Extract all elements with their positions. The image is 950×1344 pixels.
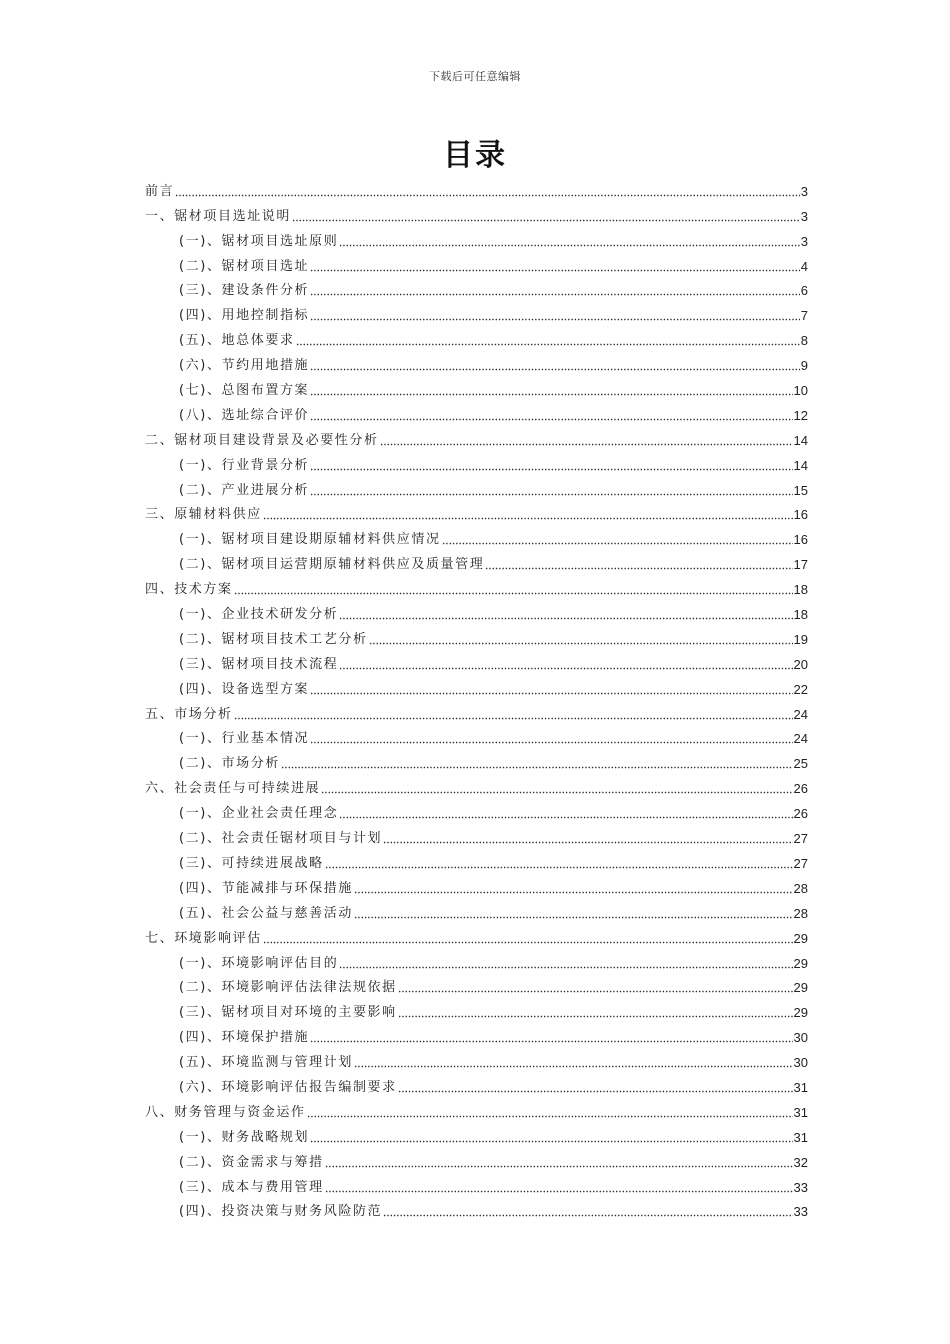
toc-subsection-entry[interactable] — [145, 1196, 808, 1221]
toc-page-number: 30 — [793, 1030, 808, 1046]
toc-subsection-entry[interactable] — [145, 299, 808, 324]
toc-subsection-entry[interactable] — [145, 747, 808, 772]
dot-leader — [354, 1065, 793, 1068]
toc-section-entry[interactable] — [145, 573, 808, 598]
toc-entry-title: (二)、产业进展分析 — [179, 482, 310, 498]
toc-subsection-entry[interactable] — [145, 897, 808, 922]
toc-entry-title: 二、锯材项目建设背景及必要性分析 — [145, 432, 379, 448]
dot-leader — [175, 194, 800, 197]
dot-leader — [339, 816, 792, 819]
toc-page-number: 4 — [800, 258, 808, 274]
toc-subsection-entry[interactable] — [145, 523, 808, 548]
toc-entry-title: (二)、市场分析 — [179, 756, 280, 772]
toc-entry-title: (二)、锯材项目技术工艺分析 — [179, 631, 368, 647]
toc-page-number: 20 — [793, 656, 808, 672]
dot-leader — [383, 1214, 792, 1217]
toc-section-entry[interactable] — [145, 499, 808, 524]
toc-entry-title: (六)、环境影响评估报告编制要求 — [179, 1079, 397, 1095]
dot-leader — [442, 542, 793, 545]
toc-page-number: 19 — [793, 631, 808, 647]
toc-entry-title: (八)、选址综合评价 — [179, 407, 310, 423]
toc-subsection-entry[interactable] — [145, 947, 808, 972]
toc-page-number: 10 — [793, 383, 808, 399]
dot-leader — [263, 517, 793, 520]
dot-leader — [354, 916, 793, 919]
toc-page-number: 24 — [793, 731, 808, 747]
toc-page-number: 25 — [793, 756, 808, 772]
dot-leader — [310, 1040, 792, 1043]
toc-page-number: 18 — [793, 582, 808, 598]
toc-entry-title: (二)、锯材项目选址 — [179, 258, 310, 274]
dot-leader — [292, 219, 800, 222]
dot-leader — [234, 592, 793, 595]
toc-entry-title: (五)、环境监测与管理计划 — [179, 1055, 353, 1071]
dot-leader — [310, 1140, 792, 1143]
dot-leader — [296, 343, 800, 346]
toc-section-entry[interactable] — [145, 772, 808, 797]
toc-page-number: 29 — [793, 980, 808, 996]
toc-page-number: 29 — [793, 955, 808, 971]
toc-subsection-entry[interactable] — [145, 1021, 808, 1046]
dot-leader — [310, 318, 800, 321]
toc-page-number: 9 — [800, 358, 808, 374]
toc-page-number: 3 — [800, 233, 808, 249]
table-of-contents — [145, 175, 808, 1220]
toc-entry-title: (一)、企业技术研发分析 — [179, 607, 339, 623]
toc-subsection-entry[interactable] — [145, 349, 808, 374]
toc-subsection-entry[interactable] — [145, 996, 808, 1021]
toc-subsection-entry[interactable] — [145, 598, 808, 623]
toc-entry-title: (五)、地总体要求 — [179, 333, 295, 349]
toc-entry-title: 一、锯材项目选址说明 — [145, 208, 292, 224]
toc-subsection-entry[interactable] — [145, 449, 808, 474]
toc-page-number: 26 — [793, 781, 808, 797]
toc-section-entry[interactable] — [145, 424, 808, 449]
toc-entry-title: (二)、环境影响评估法律法规依据 — [179, 980, 397, 996]
toc-entry-title: (一)、财务战略规划 — [179, 1129, 310, 1145]
toc-page-number: 31 — [793, 1104, 808, 1120]
page-title: 目录 — [443, 138, 507, 173]
toc-subsection-entry[interactable] — [145, 1046, 808, 1071]
toc-entry-title: (三)、成本与费用管理 — [179, 1179, 324, 1195]
toc-entry-title: 七、环境影响评估 — [145, 930, 262, 946]
dot-leader — [339, 966, 792, 969]
toc-subsection-entry[interactable] — [145, 1121, 808, 1146]
dot-leader — [310, 393, 792, 396]
toc-page-number: 29 — [793, 1005, 808, 1021]
dot-leader — [380, 443, 793, 446]
toc-page-number: 16 — [793, 532, 808, 548]
toc-entry-title: (七)、总图布置方案 — [179, 383, 310, 399]
dot-leader — [310, 741, 792, 744]
toc-entry-title: (三)、可持续进展战略 — [179, 855, 324, 871]
toc-subsection-entry[interactable] — [145, 797, 808, 822]
toc-page-number: 7 — [800, 308, 808, 324]
dot-leader — [310, 468, 792, 471]
toc-section-entry[interactable] — [145, 200, 808, 225]
toc-page-number: 33 — [793, 1204, 808, 1220]
toc-entry-title: (一)、行业背景分析 — [179, 457, 310, 473]
toc-page-number: 8 — [800, 333, 808, 349]
toc-page-number: 29 — [793, 930, 808, 946]
dot-leader — [398, 1015, 793, 1018]
toc-page-number: 15 — [793, 482, 808, 498]
toc-subsection-entry[interactable] — [145, 474, 808, 499]
toc-subsection-entry[interactable] — [145, 324, 808, 349]
dot-leader — [339, 244, 799, 247]
toc-entry-title: (二)、锯材项目运营期原辅材料供应及质量管理 — [179, 557, 485, 573]
toc-entry-title: 五、市场分析 — [145, 706, 233, 722]
toc-subsection-entry[interactable] — [145, 374, 808, 399]
toc-entry-title: (一)、锯材项目选址原则 — [179, 233, 339, 249]
dot-leader — [369, 642, 793, 645]
toc-page-number: 33 — [793, 1179, 808, 1195]
toc-entry-title: 三、原辅材料供应 — [145, 507, 262, 523]
toc-entry-title: (一)、行业基本情况 — [179, 731, 310, 747]
dot-leader — [310, 692, 792, 695]
dot-leader — [398, 990, 793, 993]
toc-entry-title: (三)、建设条件分析 — [179, 283, 310, 299]
dot-leader — [321, 791, 792, 794]
dot-leader — [263, 941, 793, 944]
toc-subsection-entry[interactable] — [145, 275, 808, 300]
dot-leader — [310, 293, 800, 296]
toc-page-number: 31 — [793, 1079, 808, 1095]
toc-section-entry[interactable] — [145, 1096, 808, 1121]
toc-entry-title: (五)、社会公益与慈善活动 — [179, 905, 353, 921]
toc-page-number: 28 — [793, 905, 808, 921]
dot-leader — [354, 891, 793, 894]
dot-leader — [234, 717, 793, 720]
toc-subsection-entry[interactable] — [145, 1146, 808, 1171]
toc-entry-title: (三)、锯材项目技术流程 — [179, 656, 339, 672]
toc-subsection-entry[interactable] — [145, 673, 808, 698]
toc-entry-title: (二)、资金需求与筹措 — [179, 1154, 324, 1170]
toc-page-number: 12 — [793, 407, 808, 423]
toc-subsection-entry[interactable] — [145, 225, 808, 250]
toc-subsection-entry[interactable] — [145, 399, 808, 424]
toc-page-number: 18 — [793, 607, 808, 623]
toc-page-number: 26 — [793, 806, 808, 822]
toc-section-entry[interactable] — [145, 698, 808, 723]
dot-leader — [325, 1190, 793, 1193]
dot-leader — [339, 617, 792, 620]
dot-leader — [307, 1115, 793, 1118]
toc-subsection-entry[interactable] — [145, 1171, 808, 1196]
toc-subsection-entry[interactable] — [145, 1071, 808, 1096]
toc-entry-title: (四)、用地控制指标 — [179, 308, 310, 324]
toc-page-number: 31 — [793, 1129, 808, 1145]
toc-entry-title: (六)、节约用地措施 — [179, 358, 310, 374]
toc-entry-title: 八、财务管理与资金运作 — [145, 1104, 306, 1120]
toc-page-number: 28 — [793, 880, 808, 896]
toc-entry-title: 前言 — [145, 183, 175, 199]
toc-entry-title: (一)、企业社会责任理念 — [179, 806, 339, 822]
toc-entry-title: (四)、设备选型方案 — [179, 681, 310, 697]
toc-page-number: 6 — [800, 283, 808, 299]
dot-leader — [325, 1165, 793, 1168]
toc-page-number: 27 — [793, 831, 808, 847]
dot-leader — [310, 418, 792, 421]
toc-page-number: 16 — [793, 507, 808, 523]
dot-leader — [325, 866, 793, 869]
toc-subsection-entry[interactable] — [145, 623, 808, 648]
dot-leader — [310, 368, 800, 371]
toc-subsection-entry[interactable] — [145, 822, 808, 847]
dot-leader — [383, 841, 792, 844]
dot-leader — [485, 567, 792, 570]
toc-subsection-entry[interactable] — [145, 847, 808, 872]
dot-leader — [339, 667, 792, 670]
toc-entry-title: (三)、锯材项目对环境的主要影响 — [179, 1005, 397, 1021]
toc-page-number: 3 — [800, 208, 808, 224]
toc-page-number: 27 — [793, 855, 808, 871]
toc-page-number: 30 — [793, 1055, 808, 1071]
toc-page-number: 17 — [793, 557, 808, 573]
toc-page-number: 3 — [800, 183, 808, 199]
toc-subsection-entry[interactable] — [145, 548, 808, 573]
toc-entry-title: (四)、投资决策与财务风险防范 — [179, 1204, 383, 1220]
toc-entry-title: (四)、节能减排与环保措施 — [179, 880, 353, 896]
dot-leader — [310, 269, 800, 272]
toc-section-entry[interactable] — [145, 175, 808, 200]
toc-entry-title: (二)、社会责任锯材项目与计划 — [179, 831, 383, 847]
toc-subsection-entry[interactable] — [145, 648, 808, 673]
toc-entry-title: 六、社会责任与可持续进展 — [145, 781, 321, 797]
toc-page-number: 32 — [793, 1154, 808, 1170]
toc-page-number: 14 — [793, 432, 808, 448]
toc-entry-title: 四、技术方案 — [145, 582, 233, 598]
dot-leader — [281, 766, 793, 769]
toc-page-number: 22 — [793, 681, 808, 697]
toc-subsection-entry[interactable] — [145, 723, 808, 748]
toc-page-number: 24 — [793, 706, 808, 722]
toc-page-number: 14 — [793, 457, 808, 473]
toc-subsection-entry[interactable] — [145, 972, 808, 997]
toc-entry-title: (四)、环境保护措施 — [179, 1030, 310, 1046]
toc-entry-title: (一)、环境影响评估目的 — [179, 955, 339, 971]
dot-leader — [310, 493, 792, 496]
header-note: 下载后可任意编辑 — [429, 70, 521, 83]
toc-subsection-entry[interactable] — [145, 872, 808, 897]
toc-subsection-entry[interactable] — [145, 250, 808, 275]
dot-leader — [398, 1090, 793, 1093]
toc-section-entry[interactable] — [145, 922, 808, 947]
toc-entry-title: (一)、锯材项目建设期原辅材料供应情况 — [179, 532, 441, 548]
